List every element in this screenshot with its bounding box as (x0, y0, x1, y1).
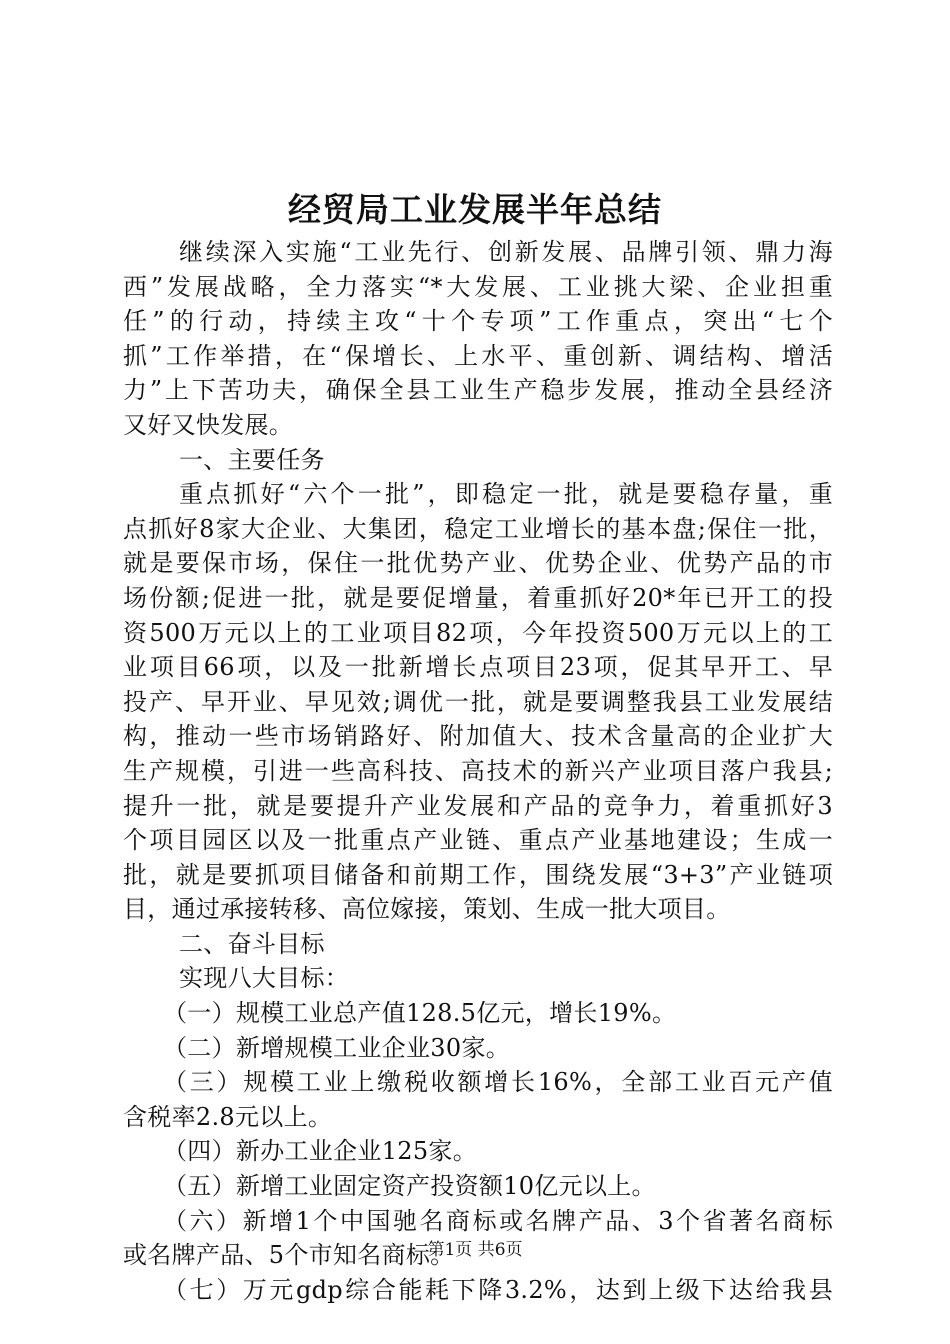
section-heading: 一、主要任务 (179, 445, 325, 474)
text-line: 生产规模，引进一些高科技、高技术的新兴产业项目落户我县; (123, 756, 833, 785)
text-line: 力”上下苦功夫，确保全县工业生产稳步发展，推动全县经济 (123, 376, 833, 405)
page-footer: 第1页 共6页 (427, 1240, 523, 1260)
goal-item: （三）规模工业上缴税收额增长16%，全部工业百元产值 (163, 1068, 833, 1097)
text-line: 实现八大目标： (179, 964, 350, 993)
section-heading: 二、奋斗目标 (179, 929, 325, 958)
goal-item: （七）万元gdp综合能耗下降3.2%，达到上级下达给我县 (163, 1275, 833, 1304)
text-line: 场份额;促进一批，就是要促增量，着重抓好20*年已开工的投 (123, 583, 833, 612)
text-line: 任”的行动，持续主攻“十个专项”工作重点，突出“七个 (123, 307, 833, 336)
text-line: 批，就是要抓项目储备和前期工作，围绕发展“3+3”产业链项 (123, 860, 833, 889)
text-line: 抓”工作举措，在“保增长、上水平、重创新、调结构、增活 (123, 341, 833, 370)
text-line: 又好又快发展。 (123, 410, 294, 439)
document-body (123, 235, 833, 1307)
text-line: 西”发展战略，全力落实“*大发展、工业挑大梁、企业担重 (123, 272, 833, 301)
text-line: 个项目园区以及一批重点产业链、重点产业基地建设；生成一 (123, 826, 833, 855)
goal-item: （二）新增规模工业企业30家。 (163, 1033, 511, 1062)
text-line: 投产、早开业、早见效;调优一批，就是要调整我县工业发展结 (123, 687, 833, 716)
text-line: 含税率2.8元以上。 (123, 1102, 333, 1131)
document-title: 经贸局工业发展半年总结 (288, 190, 662, 229)
text-line: 点抓好8家大企业、大集团，稳定工业增长的基本盘;保住一批， (123, 514, 833, 543)
goal-item: （一）规模工业总产值128.5亿元，增长19%。 (163, 999, 677, 1028)
text-line: 目，通过承接转移、高位嫁接，策划、生成一批大项目。 (123, 895, 731, 924)
goal-item: （六）新增1个中国驰名商标或名牌产品、3个省著名商标 (163, 1206, 833, 1235)
text-line: 提升一批，就是要提升产业发展和产品的竞争力，着重抓好3 (123, 791, 833, 820)
text-line: 业项目66项，以及一批新增长点项目23项，促其早开工、早 (123, 653, 833, 682)
text-line: 资500万元以上的工业项目82项，今年投资500万元以上的工 (123, 618, 833, 647)
text-line: 重点抓好“六个一批”，即稳定一批，就是要稳存量，重 (179, 480, 833, 509)
text-line: 或名牌产品、5个市知名商标。 (123, 1241, 455, 1270)
goal-item: （五）新增工业固定资产投资额10亿元以上。 (163, 1172, 656, 1201)
text-line: 继续深入实施“工业先行、创新发展、品牌引领、鼎力海 (179, 238, 833, 266)
goal-item: （四）新办工业企业125家。 (163, 1137, 478, 1166)
text-line: 就是要保市场，保住一批优势产业、优势企业、优势产品的市 (123, 549, 833, 578)
text-line: 构，推动一些市场销路好、附加值大、技术含量高的企业扩大 (123, 722, 833, 751)
